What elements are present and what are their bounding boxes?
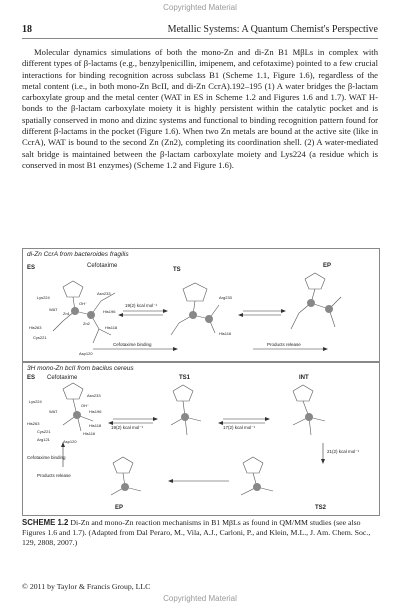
zn-ep-icon (121, 483, 129, 491)
zn-int-icon (305, 413, 313, 421)
state-ts: TS (173, 267, 181, 273)
scheme-di-zn-panel (22, 248, 380, 362)
body-paragraph: Molecular dynamics simulations of both the mono-Zn and di-Zn B1 MβLs in complex with different types of β-lactams (e.g., benzylpenicillin, imipenem, and cefotaxime) pointed to a few crucial interactions for binding recognition across subclass B1 (Scheme 1.1, Figure 1.6), regardless of the metal content (i.e., in both mono-Zn BcII, and di-Zn CcrA).192–195 (1) A water bridges the β-lactam carboxylate group and the metal center (WAT in ES in Scheme 1.2 and Figures 1.6 and 1.7). WAT H-bonds to the β-lactam carboxylate moiety it is highly persistent within the catalytic pocket and is spatially conserved in mono and dizinc systems and functional to binding recognition pattern found for different β-lactams in the pocket (Figure 1.6). When two Zn metals are bound at the active site (like in CcrA), WAT is bound to the second Zn (Zn2), completing its coordination shell. (2) A water-mediated salt bridge is maintained between the β-lactam carboxylate moiety and Lys224 (a residue which is conserved in most B1 enzymes) (Scheme 1.2 and Figure 1.6). (22, 47, 378, 170)
state-ep: EP (323, 263, 332, 269)
page-number: 18 (22, 24, 32, 35)
res-cys221: Cys221 (33, 335, 47, 340)
energy-label-top: 19(2) kcal mol⁻¹ (125, 303, 158, 308)
res-his116: His116 (219, 331, 232, 336)
res-b-cys221: Cys221 (37, 429, 51, 434)
release-label-bottom: Products release (37, 473, 71, 478)
running-header (22, 24, 378, 39)
watermark-bottom: Copyrighted Material (163, 594, 237, 603)
zn-ts2-icon (253, 483, 261, 491)
res-wat: WAT (49, 307, 58, 312)
res-asn233: Asn233 (97, 291, 111, 296)
res-b-lys224: Lys224 (29, 399, 42, 404)
drug-label-top: Cefotaxime (87, 263, 118, 269)
zn1-ep-icon (307, 299, 315, 307)
scheme-mono-zn-drawing (23, 363, 379, 515)
res-b-asn233: Asn233 (87, 393, 101, 398)
state-es: ES (27, 265, 36, 271)
drug-label-bottom: Cefotaxime (47, 375, 78, 381)
res-asp120: Asp120 (79, 351, 93, 356)
state-ts2: TS2 (315, 505, 327, 511)
scheme-caption (22, 518, 378, 548)
zn-ts1-icon (181, 413, 189, 421)
zn1-ts-icon (189, 311, 197, 319)
copyright-line: © 2011 by Taylor & Francis Group, LLC (22, 582, 151, 591)
zn2-ts-icon (205, 315, 213, 323)
state-es-bottom: ES (27, 375, 36, 381)
watermark-top: Copyrighted Material (163, 3, 237, 12)
res-his263: His263 (29, 325, 42, 330)
res-lys224: Lys224 (37, 295, 50, 300)
binding-label-top: Cefotaxime binding (113, 342, 152, 347)
res-arg233: Arg233 (219, 295, 232, 300)
res-b-wat: WAT (49, 409, 58, 414)
res-b-his196: His196 (89, 409, 102, 414)
res-b-his263: His263 (27, 421, 40, 426)
energy-label-bottom-1: 19(2) kcal mol⁻¹ (111, 425, 144, 430)
scheme-di-zn-drawing (23, 249, 379, 361)
running-title: Metallic Systems: A Quantum Chemist's Perspective (167, 24, 378, 35)
binding-label-bottom: Cefotaxime binding (27, 455, 66, 460)
release-label-top: Products release (267, 342, 301, 347)
scheme-mono-zn-title: 3H mono-Zn bcII from bacilus cereus (27, 365, 134, 372)
res-zn2: Zn2 (83, 321, 90, 326)
energy-label-bottom-3: 21(2) kcal mol⁻¹ (327, 449, 360, 454)
res-b-asp120: Asp120 (63, 439, 77, 444)
res-oh: OH⁻ (79, 301, 88, 306)
res-b-his118: His118 (89, 423, 102, 428)
state-ep-bottom: EP (115, 505, 124, 511)
res-b-oh: OH⁻ (81, 403, 90, 408)
res-his196: His196 (103, 309, 116, 314)
res-b-arg121: Arg121 (37, 437, 50, 442)
state-int: INT (299, 375, 309, 381)
state-ts1: TS1 (179, 375, 191, 381)
res-b-his116: His116 (83, 431, 96, 436)
zn1-es-icon (71, 307, 79, 315)
zn2-es-icon (87, 311, 95, 319)
energy-label-bottom-2: 17(2) kcal mol⁻¹ (223, 425, 256, 430)
caption-text: Di-Zn and mono-Zn reaction mechanisms in B1 MβLs as found in QM/MM studies (see also Figures 1.6 and 1.7). (Adapted from Dal Peraro, M., Vila, A.J., Carloni, P., and Klein, M.L., J. Am. Chem. Soc., 129, 2808, 2007.) (22, 518, 371, 547)
res-his118: His118 (105, 325, 118, 330)
zn-es-icon (73, 411, 81, 419)
scheme-di-zn-title: di-Zn CcrA from bacteroides fragilis (27, 251, 129, 258)
scheme-mono-zn-panel (22, 362, 380, 516)
caption-label: SCHEME 1.2 (22, 518, 69, 527)
res-zn1: Zn1 (63, 311, 70, 316)
zn2-ep-icon (325, 305, 333, 313)
